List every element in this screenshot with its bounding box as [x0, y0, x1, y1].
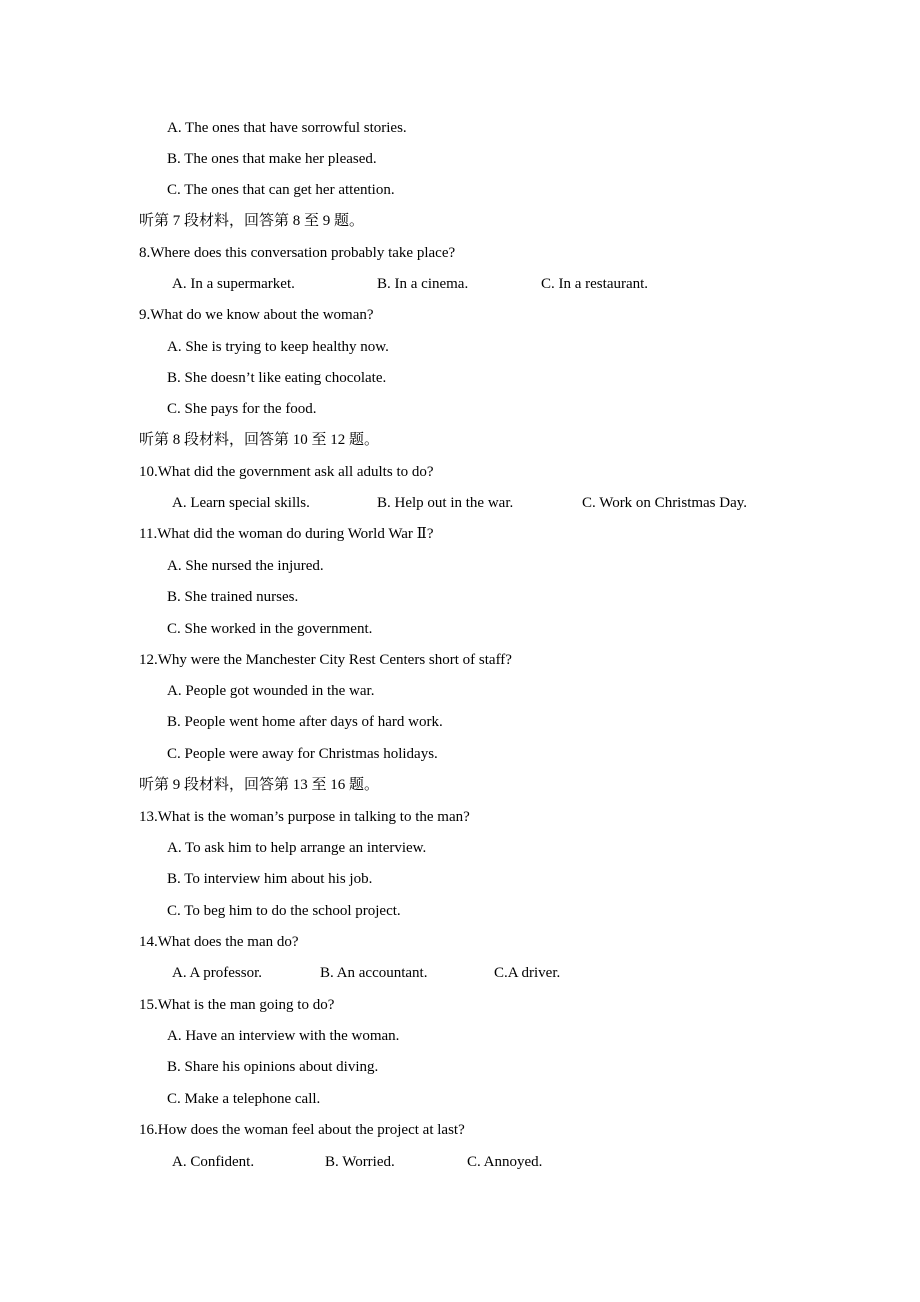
question-line: 11.What did the woman do during World War Ⅱ?	[139, 526, 434, 542]
option-line: B. To interview him about his job.	[167, 871, 373, 887]
option-line: A. Have an interview with the woman.	[167, 1028, 400, 1044]
question-line: 13.What is the woman’s purpose in talking to the man?	[139, 809, 470, 825]
inline-option: B. In a cinema.	[377, 276, 469, 292]
inline-option: A. Learn special skills.	[172, 495, 310, 511]
option-line: A. The ones that have sorrowful stories.	[167, 120, 407, 136]
inline-option: B. Worried.	[325, 1154, 395, 1170]
option-line: A. To ask him to help arrange an interview.	[167, 840, 427, 856]
option-line: C. Make a telephone call.	[167, 1091, 321, 1107]
option-line: B. The ones that make her pleased.	[167, 151, 377, 167]
option-line: A. She is trying to keep healthy now.	[167, 339, 389, 355]
inline-option: C. Annoyed.	[467, 1154, 543, 1170]
option-line: C. She pays for the food.	[167, 401, 317, 417]
question-line: 9.What do we know about the woman?	[139, 307, 374, 323]
question-line: 14.What does the man do?	[139, 934, 299, 950]
inline-option: C. Work on Christmas Day.	[582, 495, 748, 511]
question-line: 15.What is the man going to do?	[139, 997, 335, 1013]
inline-option: C.A driver.	[494, 965, 561, 981]
question-line: 12.Why were the Manchester City Rest Centers short of staff?	[139, 652, 512, 668]
section-instruction: 听第 9 段材料，回答第 13 至 16 题。	[139, 777, 380, 793]
option-line: B. People went home after days of hard work.	[167, 714, 443, 730]
inline-option: A. Confident.	[172, 1154, 255, 1170]
option-line: A. She nursed the injured.	[167, 558, 324, 574]
section-instruction: 听第 8 段材料，回答第 10 至 12 题。	[139, 432, 380, 448]
option-line: C. The ones that can get her attention.	[167, 182, 395, 198]
inline-option: A. In a supermarket.	[172, 276, 295, 292]
inline-option: C. In a restaurant.	[541, 276, 649, 292]
inline-option: B. Help out in the war.	[377, 495, 514, 511]
option-line: A. People got wounded in the war.	[167, 683, 375, 699]
section-instruction: 听第 7 段材料，回答第 8 至 9 题。	[139, 213, 365, 229]
question-line: 16.How does the woman feel about the project at last?	[139, 1122, 465, 1138]
question-line: 10.What did the government ask all adults to do?	[139, 464, 434, 480]
question-line: 8.Where does this conversation probably take place?	[139, 245, 456, 261]
option-line: C. To beg him to do the school project.	[167, 903, 401, 919]
inline-option: A. A professor.	[172, 965, 262, 981]
option-line: C. She worked in the government.	[167, 621, 373, 637]
option-line: B. She trained nurses.	[167, 589, 299, 605]
inline-option: B. An accountant.	[320, 965, 428, 981]
option-line: C. People were away for Christmas holidays.	[167, 746, 438, 762]
option-line: B. Share his opinions about diving.	[167, 1059, 379, 1075]
option-line: B. She doesn’t like eating chocolate.	[167, 370, 387, 386]
